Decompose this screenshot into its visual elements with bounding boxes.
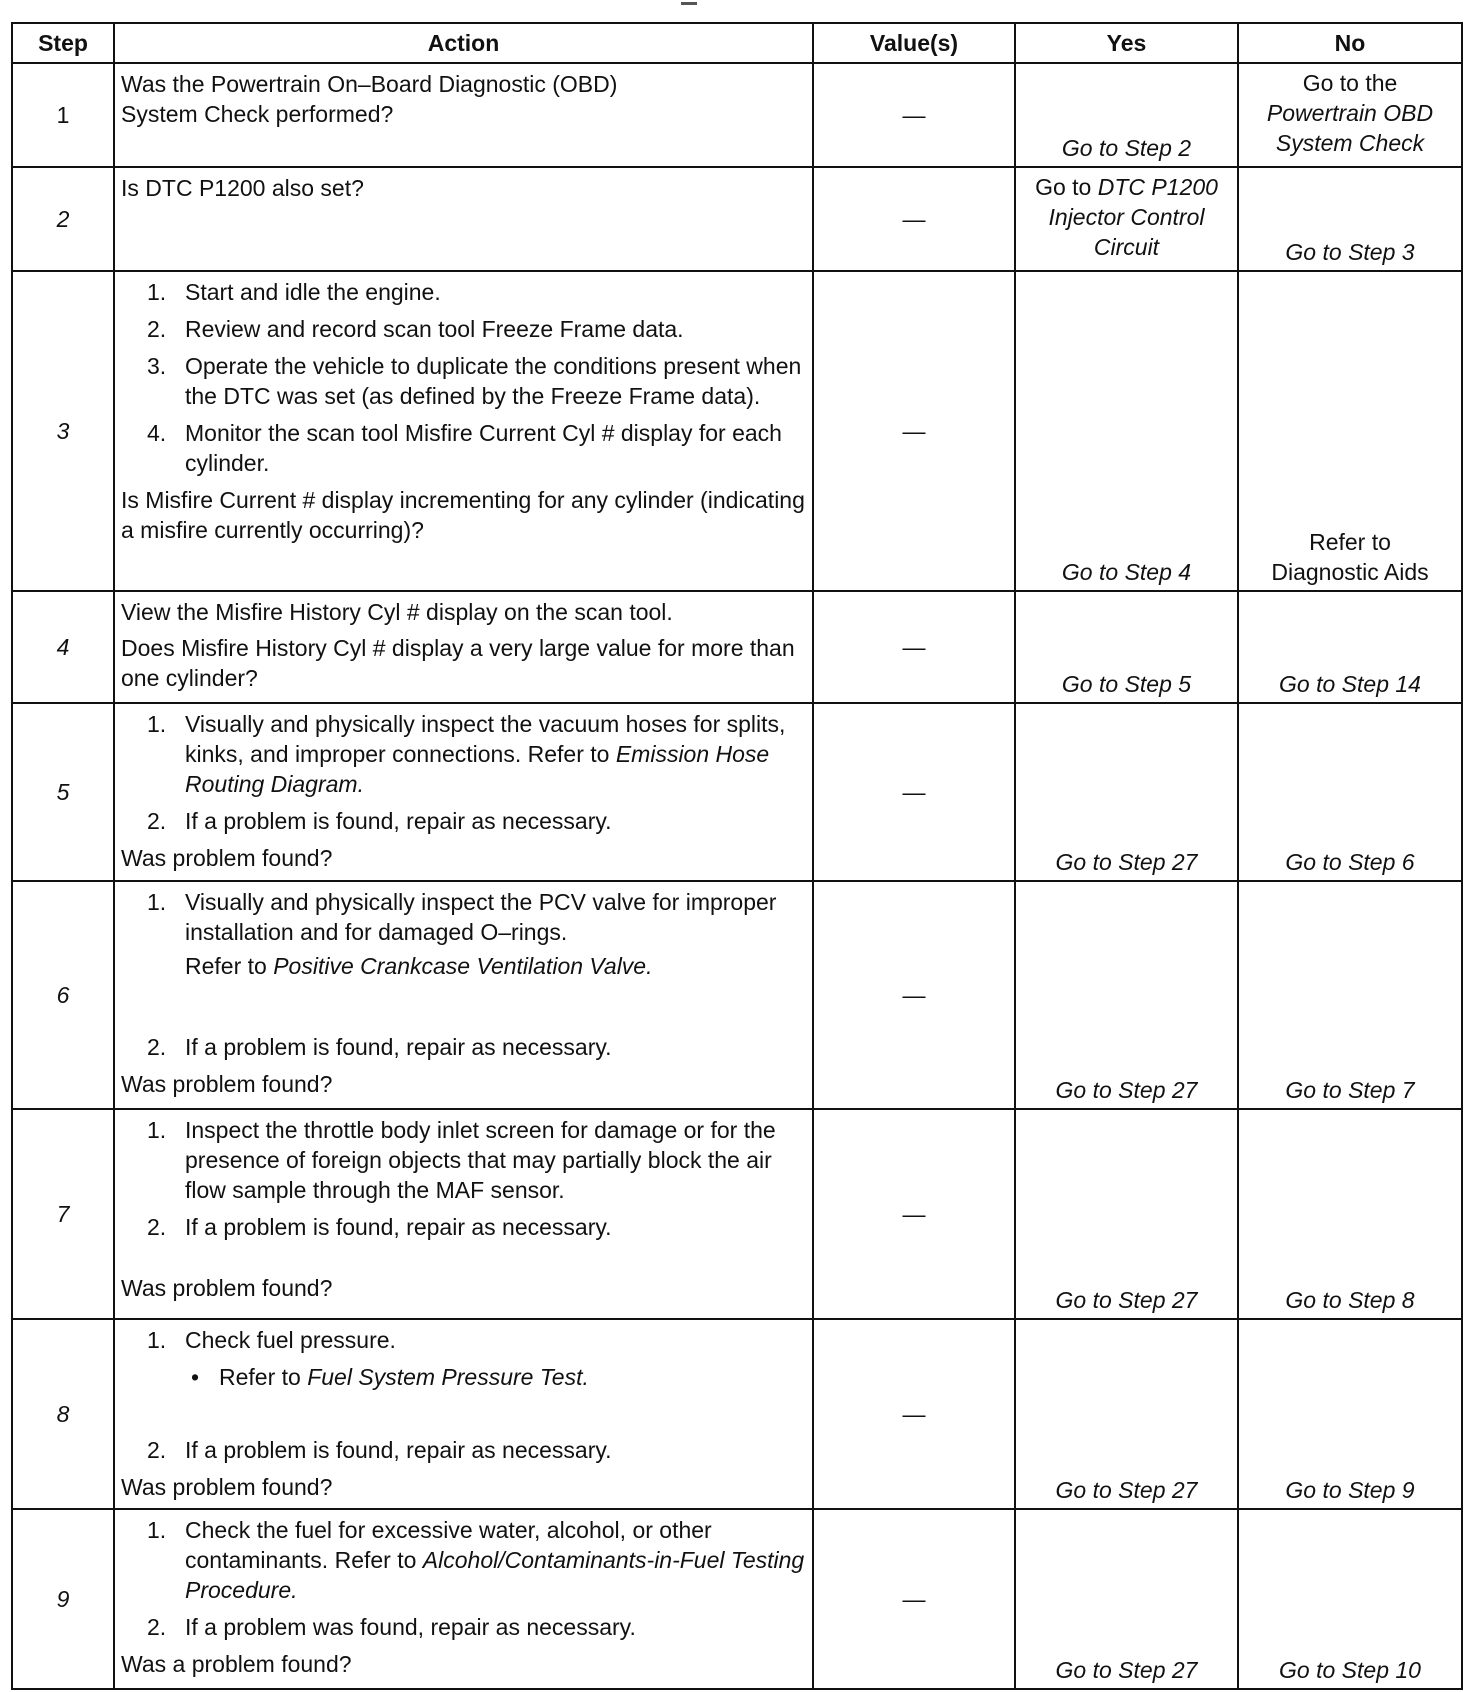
action-cell: [114, 591, 813, 703]
scan-mark: [681, 2, 697, 5]
action-cell: [114, 271, 813, 591]
value-cell: —: [813, 271, 1015, 591]
header-no: No: [1238, 23, 1462, 63]
yes-link[interactable]: Go to Step 27: [1015, 1319, 1238, 1509]
action-cell: [114, 1509, 813, 1689]
question-text: Was problem found?: [121, 1071, 333, 1097]
yes-link[interactable]: Injector Control: [1048, 204, 1205, 230]
step-number: 2: [12, 167, 114, 271]
no-cell: [1238, 271, 1462, 591]
diagnostic-table-page: [11, 22, 1461, 1690]
table-row: [12, 1509, 1462, 1689]
yes-link[interactable]: Go to Step 27: [1015, 1509, 1238, 1689]
item-text: Inspect the throttle body inlet screen for damage or for the presence of foreign objects that may partially block the air flow sample through the MAF sensor.: [185, 1117, 776, 1203]
yes-prefix: Go to: [1035, 174, 1092, 200]
list-item: [121, 887, 806, 947]
question-text: Was a problem found?: [121, 1651, 352, 1677]
item-number: 2.: [147, 316, 167, 342]
list-item: [121, 806, 806, 836]
no-link[interactable]: Diagnostic Aids: [1271, 559, 1429, 585]
item-text: Visually and physically inspect the PCV valve for improper installation and for damaged O–rings.: [185, 889, 777, 945]
reference-link[interactable]: Positive Crankcase Ventilation Valve.: [273, 953, 653, 979]
step-number: 8: [12, 1319, 114, 1509]
yes-link[interactable]: Go to Step 2: [1015, 63, 1238, 167]
instruction-text: View the Misfire History Cyl # display on the scan tool.: [121, 599, 673, 625]
list-item: [121, 1435, 806, 1465]
yes-link[interactable]: Go to Step 27: [1015, 881, 1238, 1109]
table-row: [12, 271, 1462, 591]
question-text: Was the Powertrain On–Board Diagnostic (OBD): [121, 71, 618, 97]
reference-link[interactable]: Emission Hose Routing Diagram.: [185, 741, 770, 797]
no-prefix: Go to the: [1302, 70, 1398, 96]
question-text: Is Misfire Current # display incrementing for any cylinder (indicating a misfire currently occurring)?: [121, 487, 805, 543]
value-cell: —: [813, 703, 1015, 881]
value-cell: —: [813, 1109, 1015, 1319]
item-number: 1.: [147, 1327, 167, 1353]
item-number: 2.: [147, 1034, 167, 1060]
item-text: If a problem is found, repair as necessary.: [185, 1034, 612, 1060]
no-link[interactable]: Go to Step 8: [1238, 1109, 1462, 1319]
list-item: [121, 1612, 806, 1642]
item-number: 2.: [147, 1214, 167, 1240]
table-row: [12, 881, 1462, 1109]
item-number: 2.: [147, 1614, 167, 1640]
bullet-icon: •: [191, 1364, 200, 1390]
header-values: Value(s): [813, 23, 1015, 63]
step-number: 3: [12, 271, 114, 591]
action-cell: [114, 703, 813, 881]
value-cell: —: [813, 881, 1015, 1109]
list-item: [121, 709, 806, 799]
refer-text: Refer to: [219, 1364, 301, 1390]
refer-text: Refer to: [185, 953, 267, 979]
no-link[interactable]: Go to Step 7: [1238, 881, 1462, 1109]
action-cell: [114, 167, 813, 271]
item-text: Review and record scan tool Freeze Frame data.: [185, 316, 684, 342]
bullet-item: [121, 1362, 806, 1392]
item-text: If a problem was found, repair as necessary.: [185, 1614, 636, 1640]
item-number: 2.: [147, 808, 167, 834]
table-row: [12, 591, 1462, 703]
item-text: If a problem is found, repair as necessary.: [185, 808, 612, 834]
item-number: 1.: [147, 889, 167, 915]
value-cell: —: [813, 1319, 1015, 1509]
step-number: 7: [12, 1109, 114, 1319]
spacer: [121, 988, 806, 1032]
no-link[interactable]: Go to Step 3: [1238, 167, 1462, 271]
question-text: Was problem found?: [121, 845, 333, 871]
action-cell: [114, 1109, 813, 1319]
header-step: Step: [12, 23, 114, 63]
action-cell: [114, 1319, 813, 1509]
no-link[interactable]: Go to Step 14: [1238, 591, 1462, 703]
item-text: If a problem is found, repair as necessary.: [185, 1437, 612, 1463]
no-link[interactable]: Go to Step 6: [1238, 703, 1462, 881]
item-text: Operate the vehicle to duplicate the conditions present when the DTC was set (as defined by the Freeze Frame data).: [185, 353, 802, 409]
yes-prefix-link[interactable]: [1019, 172, 1234, 202]
question-text: Was problem found?: [121, 1275, 333, 1301]
reference-line: [121, 951, 806, 981]
action-cell: [114, 63, 813, 167]
yes-link[interactable]: Go to Step 27: [1015, 1109, 1238, 1319]
spacer: [121, 1249, 806, 1273]
table-row: [12, 63, 1462, 167]
header-yes: Yes: [1015, 23, 1238, 63]
item-number: 2.: [147, 1437, 167, 1463]
reference-link[interactable]: Fuel System Pressure Test.: [307, 1364, 589, 1390]
list-item: [121, 351, 806, 411]
table-header-row: [12, 23, 1462, 63]
table-row: [12, 167, 1462, 271]
question-text: Is DTC P1200 also set?: [121, 175, 364, 201]
table-row: [12, 1319, 1462, 1509]
item-number: 1.: [147, 711, 167, 737]
item-text: Monitor the scan tool Misfire Current Cyl # display for each cylinder.: [185, 420, 782, 476]
yes-cell: [1015, 167, 1238, 271]
no-link[interactable]: Powertrain OBD: [1266, 100, 1434, 126]
yes-link[interactable]: Go to Step 5: [1015, 591, 1238, 703]
list-item: [121, 277, 806, 307]
question-text: System Check performed?: [121, 101, 394, 127]
item-text: Check fuel pressure.: [185, 1327, 396, 1353]
question-text: Does Misfire History Cyl # display a very large value for more than one cylinder?: [121, 635, 795, 691]
item-text: If a problem is found, repair as necessary.: [185, 1214, 612, 1240]
reference-link[interactable]: Alcohol/Contaminants-in-Fuel Testing Procedure.: [185, 1547, 805, 1603]
list-item: [121, 1032, 806, 1062]
item-number: 1.: [147, 1117, 167, 1143]
step-number: 1: [12, 63, 114, 167]
list-item: [121, 314, 806, 344]
value-cell: —: [813, 63, 1015, 167]
no-text: Refer to: [1309, 529, 1391, 555]
item-number: 1.: [147, 279, 167, 305]
header-action: Action: [114, 23, 813, 63]
list-item: [121, 1515, 806, 1605]
list-item: [121, 1325, 806, 1355]
yes-link[interactable]: Go to Step 27: [1015, 703, 1238, 881]
table-row: [12, 1109, 1462, 1319]
table-row: [12, 703, 1462, 881]
item-text: Visually and physically inspect the vacuum hoses for splits, kinks, and improper connections. Refer to: [185, 711, 786, 767]
no-link[interactable]: Go to Step 10: [1238, 1509, 1462, 1689]
action-cell: [114, 881, 813, 1109]
list-item: [121, 418, 806, 478]
value-cell: —: [813, 591, 1015, 703]
list-item: [121, 1115, 806, 1205]
no-link[interactable]: Go to Step 9: [1238, 1319, 1462, 1509]
step-number: 9: [12, 1509, 114, 1689]
step-number: 4: [12, 591, 114, 703]
no-cell: [1238, 63, 1462, 167]
step-number: 5: [12, 703, 114, 881]
no-link[interactable]: System Check: [1275, 130, 1425, 156]
item-number: 4.: [147, 420, 167, 446]
diagnostic-table: [11, 22, 1463, 1690]
step-number: 6: [12, 881, 114, 1109]
yes-link[interactable]: DTC P1200: [1097, 174, 1218, 200]
item-text: Start and idle the engine.: [185, 279, 441, 305]
question-text: Was problem found?: [121, 1474, 333, 1500]
item-text: Check the fuel for excessive water, alcohol, or other contaminants. Refer to: [185, 1517, 712, 1573]
yes-link[interactable]: Circuit: [1093, 234, 1160, 260]
yes-link[interactable]: Go to Step 4: [1015, 271, 1238, 591]
item-number: 1.: [147, 1517, 167, 1543]
item-number: 3.: [147, 353, 167, 379]
value-cell: —: [813, 1509, 1015, 1689]
value-cell: —: [813, 167, 1015, 271]
list-item: [121, 1212, 806, 1242]
spacer: [121, 1399, 806, 1435]
